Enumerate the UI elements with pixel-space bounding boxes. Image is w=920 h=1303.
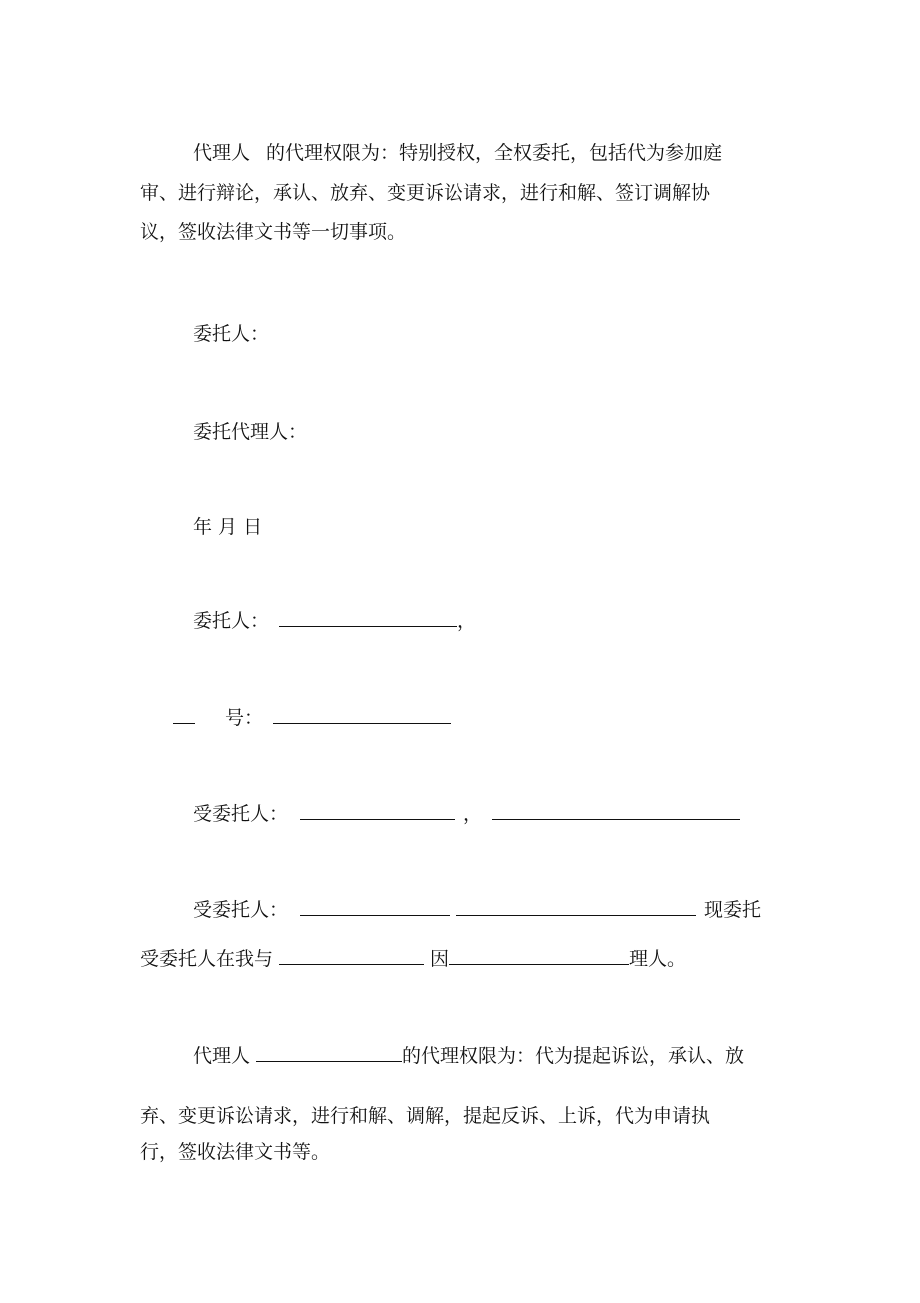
number-prefix-blank[interactable] xyxy=(173,704,195,724)
para1-line3: 议，签收法律文书等一切事项。 xyxy=(140,221,407,243)
trustee1-detail-blank[interactable] xyxy=(492,800,740,820)
form-trustee1-label: 受委托人： xyxy=(193,803,289,825)
form-number-row xyxy=(173,704,451,732)
trustee2-detail-blank[interactable] xyxy=(456,896,696,916)
form-case-text-a: 受委托人在我与 xyxy=(140,948,274,970)
form-trustee1-row xyxy=(193,800,740,828)
para2-agent-word: 代理人 xyxy=(193,1045,251,1067)
form-trustee2-tail: 现委托 xyxy=(704,899,762,921)
opposing-party-blank[interactable] xyxy=(279,945,424,965)
form-comma: ， xyxy=(457,610,477,632)
case-reason-blank[interactable] xyxy=(449,945,629,965)
para2-line1 xyxy=(193,1042,744,1070)
signature-date: 年 月 日 xyxy=(193,516,263,538)
trustee2-name-blank[interactable] xyxy=(300,896,450,916)
form-number-label: 号： xyxy=(225,707,264,729)
signature-agent: 委托代理人： xyxy=(193,421,308,443)
agent-name-blank[interactable] xyxy=(256,1042,402,1062)
signature-principal: 委托人： xyxy=(193,323,270,345)
para2-line2: 弃、变更诉讼请求，进行和解、调解，提起反诉、上诉，代为申请执 xyxy=(140,1105,711,1127)
form-case-text-c: 理人。 xyxy=(629,948,687,970)
form-trustee2-row xyxy=(193,896,761,924)
form-trustee2-label: 受委托人： xyxy=(193,899,289,921)
para1-agent-word: 代理人 xyxy=(193,142,251,164)
number-blank[interactable] xyxy=(273,704,451,724)
principal-name-blank[interactable] xyxy=(279,607,457,627)
form-principal-label: 委托人： xyxy=(193,610,270,632)
trustee1-name-blank[interactable] xyxy=(300,800,455,820)
form-trustee1-comma: ， xyxy=(463,803,483,825)
form-principal-row xyxy=(193,607,476,635)
form-case-row xyxy=(140,945,686,973)
para2-line3: 行，签收法律文书等。 xyxy=(140,1141,331,1163)
para1-line2: 审、进行辩论，承认、放弃、变更诉讼请求，进行和解、签订调解协 xyxy=(140,182,711,204)
para2-line1-text: 的代理权限为：代为提起诉讼，承认、放 xyxy=(402,1045,745,1067)
para1-line1 xyxy=(193,139,722,167)
para1-line1-text: 的代理权限为：特别授权，全权委托，包括代为参加庭 xyxy=(266,142,723,164)
form-case-text-b: 因 xyxy=(430,948,450,970)
